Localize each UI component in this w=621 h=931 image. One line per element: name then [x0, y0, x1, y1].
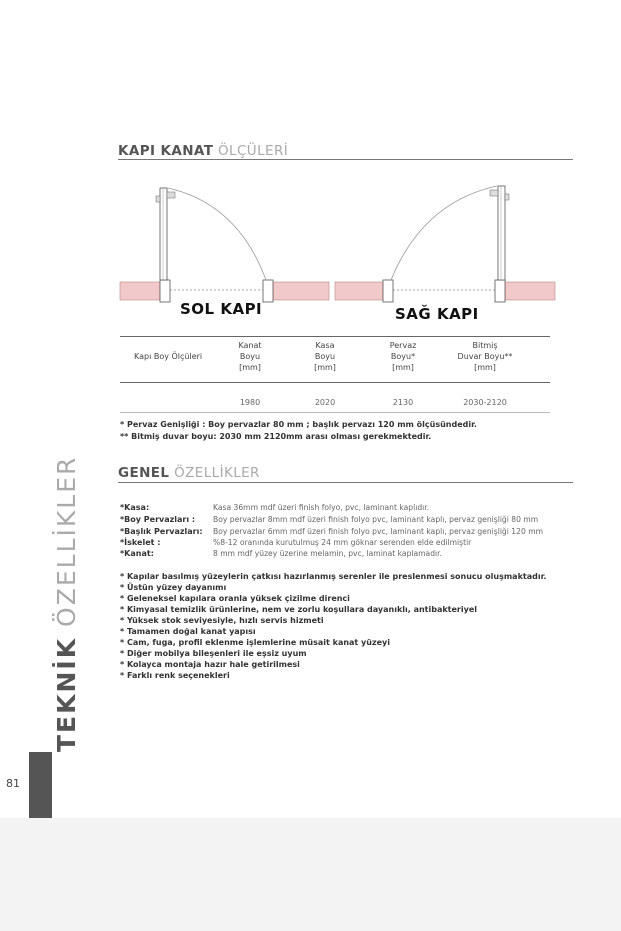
bullet-item: * Üstün yüzey dayanımı	[120, 583, 227, 592]
bullet-item: * Kolayca montaja hazır hale getirilmesi	[120, 660, 300, 669]
left-door-label: SOL KAPI	[180, 300, 263, 318]
right-door-diagram	[333, 182, 558, 307]
feature-value: Boy pervazlar 8mm mdf üzeri finish folyo pvc, laminant kaplı, pervaz genişliği 80 mm	[213, 515, 539, 524]
handle-icon	[167, 192, 175, 198]
table-header-kanat	[225, 340, 275, 373]
section-title-light: ÖLÇÜLERİ	[213, 143, 289, 159]
right-wall-segment	[273, 282, 329, 300]
header-line: Duvar Boyu**	[457, 352, 513, 361]
bullet-item: * Diğer mobilya bileşenleri ile eşsiz uyum	[120, 649, 307, 658]
bullet-item: * Yüksek stok seviyesiyle, hızlı servis hizmeti	[120, 616, 324, 625]
header-line: [mm]	[239, 363, 261, 372]
frame-right	[495, 280, 505, 302]
section-title-general-features	[118, 465, 260, 481]
note-duvar: ** Bitmiş duvar boyu: 2030 mm 2120mm arası olması gerekmektedir.	[120, 432, 432, 441]
right-door-label: SAĞ KAPI	[395, 305, 479, 323]
open-leaf	[160, 188, 167, 280]
feature-value: Kasa 36mm mdf üzeri finish folyo, pvc, laminant kaplıdır.	[213, 503, 430, 512]
bullet-item: * Tamamen doğal kanat yapısı	[120, 627, 256, 636]
header-line: Kasa	[315, 341, 335, 350]
header-line: Pervaz	[389, 341, 417, 350]
feature-label: *Başlık Pervazları:	[120, 527, 203, 536]
table-value-kasa: 2020	[314, 398, 336, 407]
left-wall-segment	[120, 282, 160, 300]
bullet-item: * Kapılar basılmış yüzeylerin çatkısı hazırlanmış serenler ile preslenmesi sonucu oluşmaktadır.	[120, 572, 547, 581]
table-value-bitmis: 2030-2120	[463, 398, 507, 407]
header-line: [mm]	[314, 363, 336, 372]
table-header-kasa	[300, 340, 350, 373]
page-number: 81	[6, 777, 20, 790]
sidebar-title-light: ÖZELLİKLER	[52, 455, 81, 637]
frame-right	[263, 280, 273, 302]
header-line: Bitmiş	[472, 341, 498, 350]
swing-arc	[391, 186, 497, 280]
frame-left	[160, 280, 170, 302]
feature-value: Boy pervazlar 6mm mdf üzeri finish folyo pvc, laminant kaplı, pervaz genişliği 120 mm	[213, 527, 543, 536]
frame-left	[383, 280, 393, 302]
header-line: Boyu	[314, 352, 336, 361]
sidebar-title-bold: TEKNİK	[52, 636, 81, 752]
header-line: Boyu*	[390, 352, 416, 361]
feature-label: *Kasa:	[120, 503, 150, 512]
table-value-kanat: 1980	[239, 398, 261, 407]
bullet-item: * Geleneksel kapılara oranla yüksek çizilme direnci	[120, 594, 350, 603]
note-pervaz: * Pervaz Genişliği : Boy pervazlar 80 mm ; başlık pervazı 120 mm ölçüsündedir.	[120, 420, 477, 429]
bullet-item: * Farklı renk seçenekleri	[120, 671, 230, 680]
table-bottom-rule	[120, 412, 550, 413]
header-line: [mm]	[474, 363, 496, 372]
feature-label: *Kanat:	[120, 549, 154, 558]
table-row-label: Kapı Boy Ölçüleri	[134, 352, 203, 361]
handle-icon	[490, 190, 498, 196]
header-line: [mm]	[392, 363, 414, 372]
page-bottom-band	[0, 818, 621, 931]
left-door-diagram	[118, 182, 333, 307]
swing-arc	[168, 188, 266, 280]
header-line: Kanat	[238, 341, 262, 350]
section-title-door-dimensions	[118, 143, 288, 159]
section-rule	[118, 482, 573, 483]
section-title-bold: KAPI KANAT	[118, 143, 214, 159]
section-rule	[118, 159, 573, 160]
open-leaf	[498, 186, 505, 280]
feature-value: %8-12 oranında kurutulmuş 24 mm göknar serenden elde edilmiştir	[213, 538, 472, 547]
table-header-bitmis	[447, 340, 523, 373]
table-value-pervaz: 2130	[392, 398, 414, 407]
hinge-icon	[505, 194, 509, 200]
sidebar-vertical-title	[52, 456, 81, 752]
sidebar-accent-bar	[29, 752, 52, 818]
section-title-bold: GENEL	[118, 465, 170, 481]
feature-label: *Boy Pervazları :	[120, 515, 196, 524]
feature-label: *İskelet :	[120, 538, 161, 547]
bullet-item: * Kimyasal temizlik ürünlerine, nem ve zorlu koşullara dayanıklı, antibakteriyel	[120, 605, 477, 614]
table-header-pervaz	[378, 340, 428, 373]
hinge-icon	[156, 196, 160, 202]
header-line: Boyu	[239, 352, 261, 361]
table-mid-rule	[120, 382, 550, 383]
table-top-rule	[120, 336, 550, 337]
right-wall-segment	[505, 282, 555, 300]
bullet-item: * Cam, fuga, profil eklenme işlemlerine müsait kanat yüzeyi	[120, 638, 390, 647]
left-wall-segment	[335, 282, 383, 300]
feature-value: 8 mm mdf yüzey üzerine melamin, pvc, laminat kaplamadır.	[213, 549, 442, 558]
section-title-light: ÖZELLİKLER	[169, 465, 260, 481]
